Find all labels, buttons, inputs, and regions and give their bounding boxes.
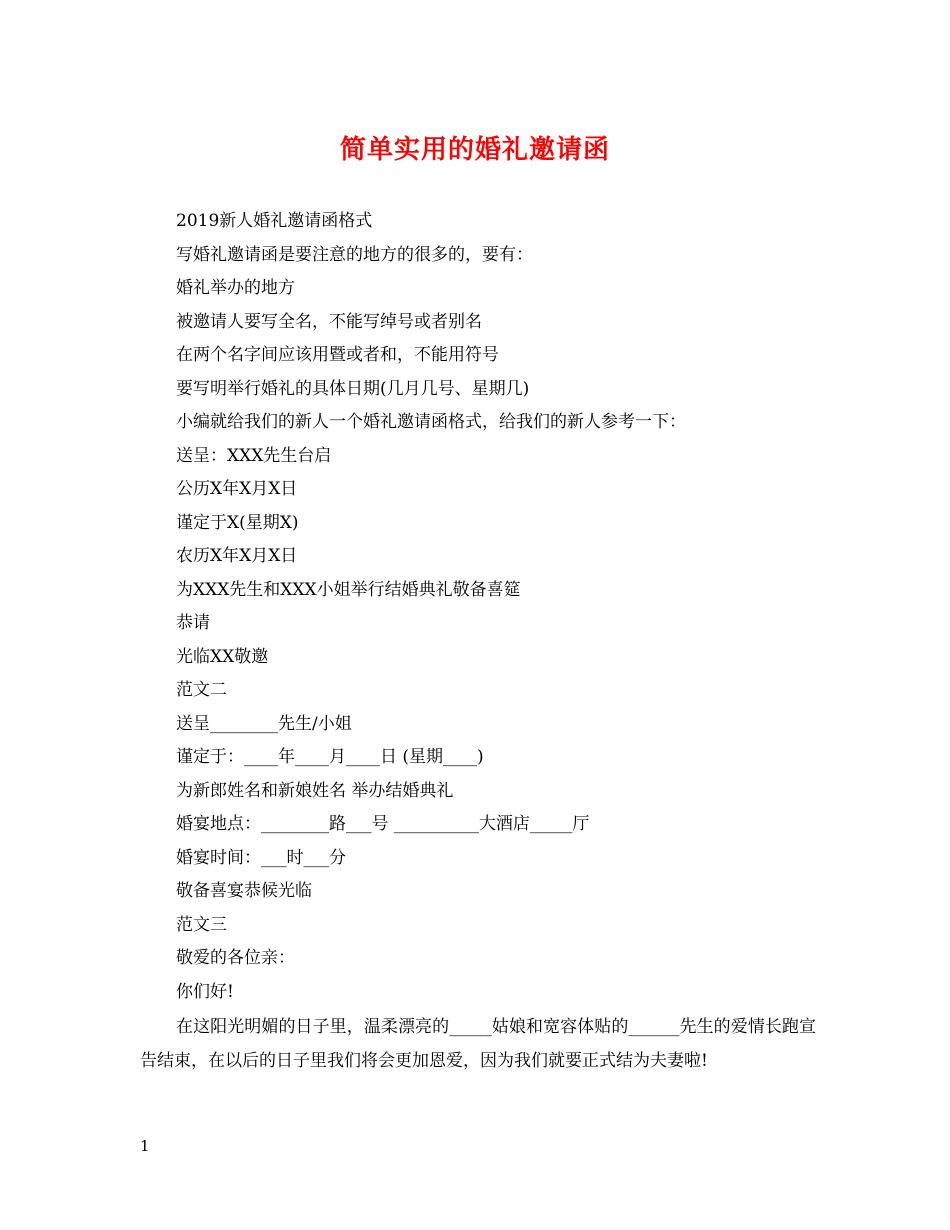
text-line: 2019新人婚礼邀请函格式 [176,211,373,231]
text-line: 恭请 [176,613,210,633]
document-title: 简单实用的婚礼邀请函 [339,135,610,165]
page-number: 1 [140,1137,150,1155]
text-line: 婚宴地点：________路___号 __________大酒店_____厅 [176,814,590,834]
text-line: 送呈________先生/小姐 [176,713,352,734]
text-line: 要写明举行婚礼的具体日期(几月几号、星期几) [176,378,530,399]
document-lines [176,205,816,1009]
text-line: 范文三 [176,914,227,935]
text-line: 为XXX先生和XXX小姐举行结婚典礼敬备喜筵 [176,579,521,600]
text-line: 谨定于：____年____月____日 (星期____) [176,747,484,767]
text-line: 你们好! [176,981,234,1002]
text-line: 光临XX敬邀 [176,646,269,667]
text-line: 送呈：XXX先生台启 [176,445,332,466]
text-line: 范文二 [176,680,227,700]
text-line: 农历X年X月X日 [176,546,298,566]
text-line: 写婚礼邀请函是要注意的地方的很多的，要有： [176,244,533,265]
text-line: 敬备喜宴恭候光临 [176,881,312,901]
text-line: 敬爱的各位亲： [176,948,295,968]
text-line: 小编就给我们的新人一个婚礼邀请函格式，给我们的新人参考一下： [176,412,686,432]
text-line: 婚宴时间：___时___分 [176,847,346,868]
text-line: 在两个名字间应该用暨或者和，不能用符号 [176,345,499,365]
text-line: 被邀请人要写全名，不能写绰号或者别名 [176,311,482,332]
text-line: 为新郎姓名和新娘姓名 举办结婚典礼 [176,780,454,801]
text-line: 婚礼举办的地方 [176,278,295,298]
text-line: 公历X年X月X日 [176,479,298,499]
text-line: 谨定于X(星期X) [176,512,299,533]
body-paragraph: 在这阳光明媚的日子里，温柔漂亮的_____姑娘和宽容体贴的______先生的爱情长跑宣告结束，在以后的日子里我们将会更加恩爱，因为我们就要正式结为夫妻啦! [140,1017,816,1071]
